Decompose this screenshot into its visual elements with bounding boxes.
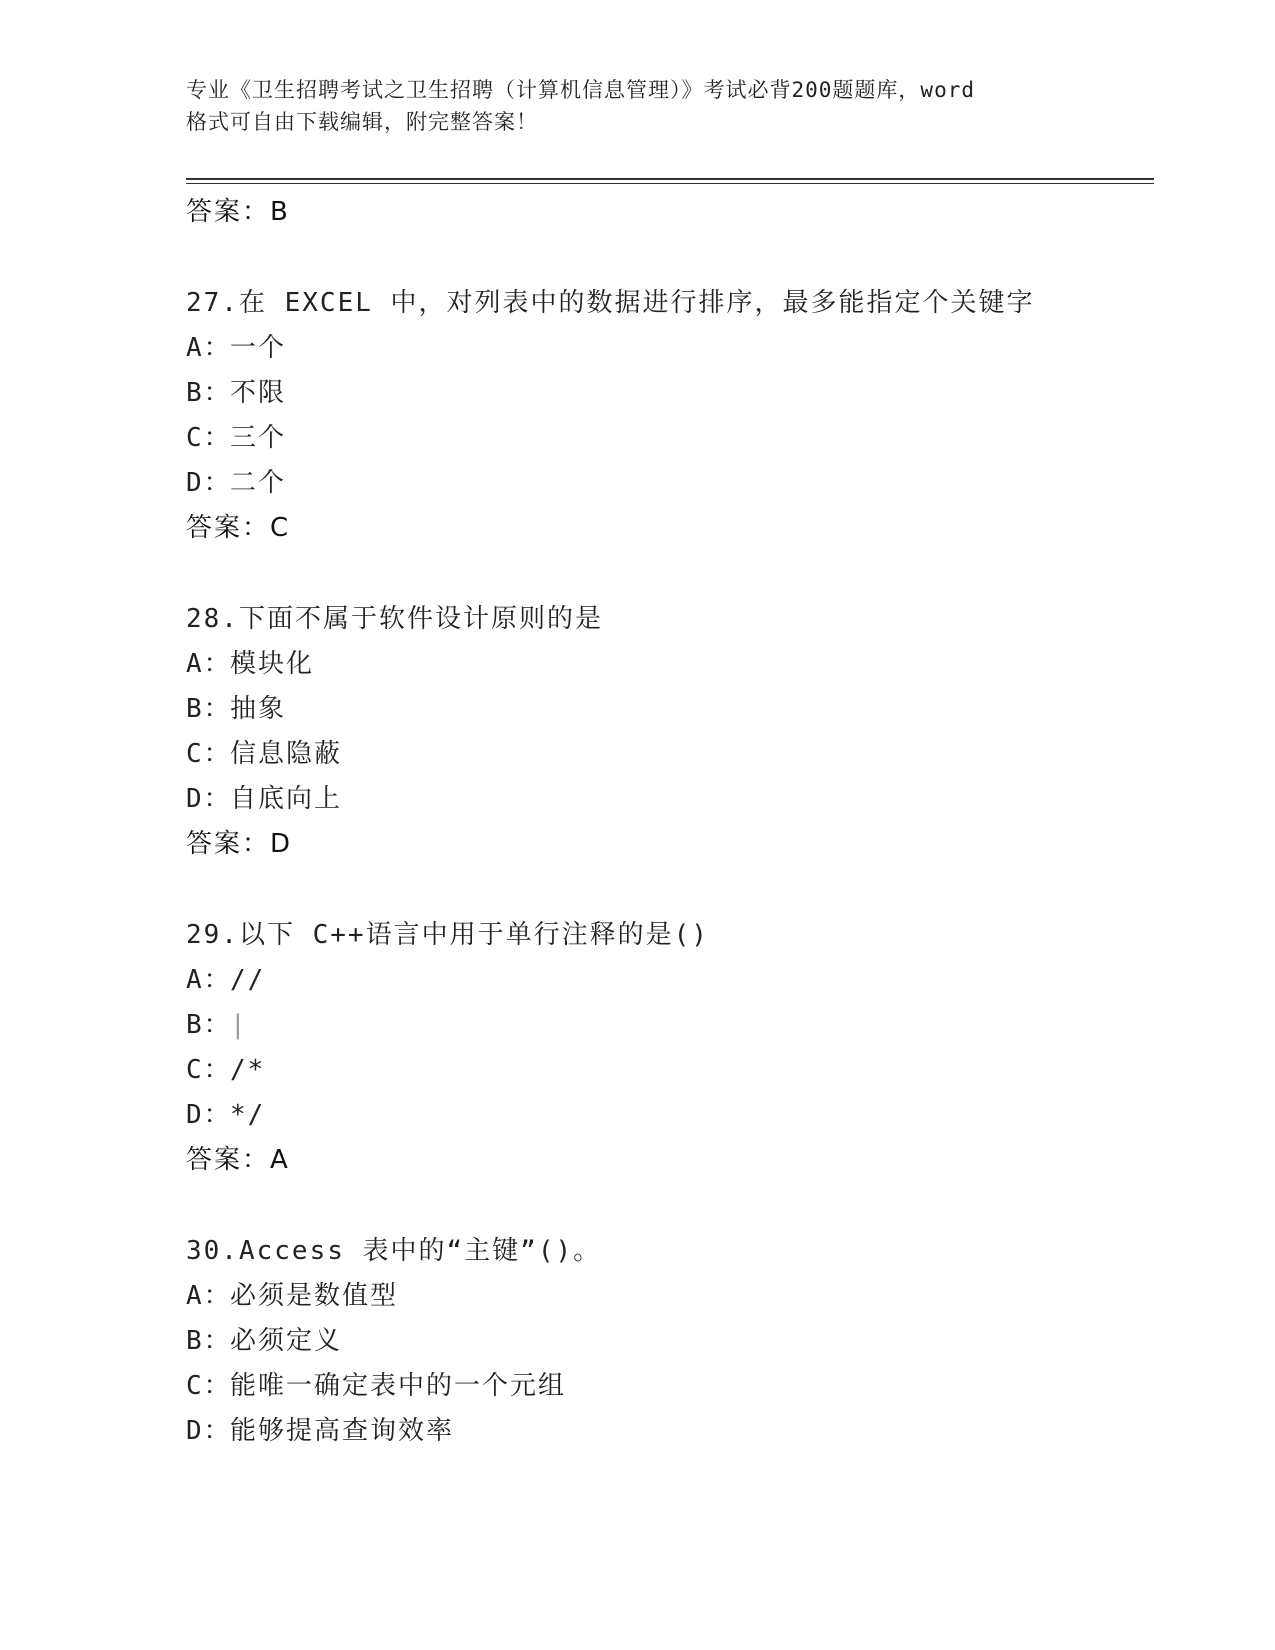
option-text: 自底向上 bbox=[230, 784, 343, 814]
spacer bbox=[186, 235, 1154, 281]
option-letter: D： bbox=[186, 784, 232, 814]
question-text: 28.下面不属于软件设计原则的是 bbox=[186, 604, 603, 634]
option-letter: D： bbox=[186, 1416, 232, 1446]
question-block bbox=[186, 281, 1154, 597]
answer-line: 答案：C bbox=[186, 513, 291, 543]
option-text: 信息隐蔽 bbox=[230, 739, 343, 769]
option-text: /* bbox=[230, 1055, 266, 1085]
question-text: 27.在 EXCEL 中，对列表中的数据进行排序，最多能指定个关键字 bbox=[186, 288, 1035, 318]
option-a bbox=[186, 642, 1154, 687]
option-text: 必须定义 bbox=[230, 1326, 343, 1356]
option-text: */ bbox=[230, 1100, 266, 1130]
spacer bbox=[186, 1183, 1154, 1229]
option-b bbox=[186, 1003, 1154, 1048]
option-c bbox=[186, 1364, 1154, 1409]
option-text: 三个 bbox=[230, 423, 287, 453]
option-d bbox=[186, 777, 1154, 822]
option-text: 能唯一确定表中的一个元组 bbox=[230, 1371, 567, 1401]
option-letter: A： bbox=[186, 649, 232, 679]
option-c bbox=[186, 1048, 1154, 1093]
option-c bbox=[186, 732, 1154, 777]
option-letter: D： bbox=[186, 1100, 232, 1130]
option-letter: A： bbox=[186, 333, 232, 363]
option-b bbox=[186, 687, 1154, 732]
question-text: 29.以下 C++语言中用于单行注释的是() bbox=[186, 920, 709, 950]
option-d bbox=[186, 1093, 1154, 1138]
option-text: 二个 bbox=[230, 468, 287, 498]
header-divider-thin bbox=[186, 183, 1154, 184]
answer-line: 答案：D bbox=[186, 829, 293, 859]
option-letter: B： bbox=[186, 694, 232, 724]
question-block bbox=[186, 1229, 1154, 1454]
option-a bbox=[186, 958, 1154, 1003]
header-divider-thick bbox=[186, 178, 1154, 180]
option-letter: C： bbox=[186, 739, 232, 769]
option-letter: C： bbox=[186, 423, 232, 453]
option-d bbox=[186, 461, 1154, 506]
question-block bbox=[186, 597, 1154, 913]
document-header bbox=[186, 74, 1086, 138]
option-letter: B： bbox=[186, 1010, 232, 1040]
option-letter: A： bbox=[186, 1281, 232, 1311]
option-a bbox=[186, 326, 1154, 371]
option-letter: B： bbox=[186, 378, 232, 408]
option-c bbox=[186, 416, 1154, 461]
answer-line: 答案：A bbox=[186, 1145, 290, 1175]
answer-line: 答案：B bbox=[186, 197, 290, 227]
option-text: 抽象 bbox=[230, 694, 287, 724]
question-block bbox=[186, 913, 1154, 1229]
question-text: 30.Access 表中的“主键”()。 bbox=[186, 1236, 602, 1266]
option-b bbox=[186, 371, 1154, 416]
option-letter: B： bbox=[186, 1326, 232, 1356]
option-text: // bbox=[230, 965, 266, 995]
option-letter: C： bbox=[186, 1055, 232, 1085]
option-text: 能够提高查询效率 bbox=[230, 1416, 455, 1446]
option-letter: C： bbox=[186, 1371, 232, 1401]
option-text: 模块化 bbox=[230, 649, 315, 679]
question-list bbox=[186, 190, 1154, 1454]
option-b bbox=[186, 1319, 1154, 1364]
option-letter: D： bbox=[186, 468, 232, 498]
header-title-line-2: 格式可自由下载编辑，附完整答案！ bbox=[186, 110, 538, 134]
spacer bbox=[186, 867, 1154, 913]
option-d bbox=[186, 1409, 1154, 1454]
option-text: | bbox=[230, 1010, 248, 1040]
spacer bbox=[186, 551, 1154, 597]
header-title-line-1: 专业《卫生招聘考试之卫生招聘（计算机信息管理）》考试必背200题题库，word bbox=[186, 78, 975, 102]
option-text: 必须是数值型 bbox=[230, 1281, 399, 1311]
option-text: 不限 bbox=[230, 378, 287, 408]
option-text: 一个 bbox=[230, 333, 287, 363]
option-letter: A： bbox=[186, 965, 232, 995]
option-a bbox=[186, 1274, 1154, 1319]
